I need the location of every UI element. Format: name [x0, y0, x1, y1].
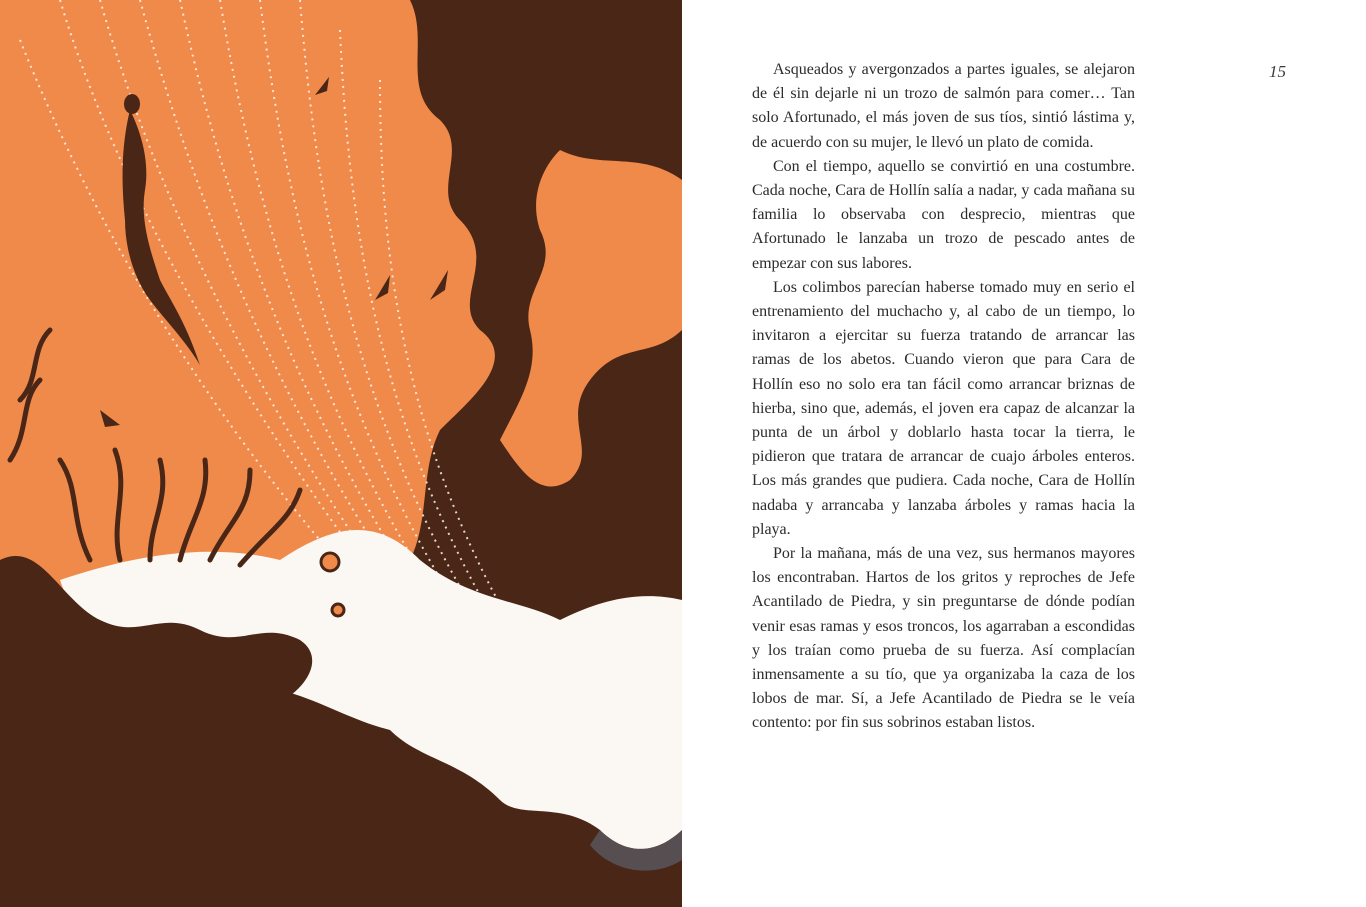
- paragraph: Los colimbos parecían haberse tomado muy en serio el entrenamiento del muchacho y, al cabo de un tiempo, lo invitaron a ejercitar su fuerza tratando de arrancar las ramas de los abetos. Cuando vieron que para Cara de Hollín eso no solo era tan fácil como arrancar briznas de hierba, sino que, además, el joven era capaz de alcanzar la punta de un árbol y doblarlo hasta tocar la tierra, le pidieron que tratara de arrancar de cuajo árboles enteros. Los más grandes que pudiera. Cada noche, Cara de Hollín nadaba y arrancaba y lanzaba árboles y ramas hacia la playa.: [752, 278, 1135, 538]
- paragraph: Con el tiempo, aquello se convirtió en una costumbre. Cada noche, Cara de Hollín salía a nadar, y cada mañana su familia lo observaba con desprecio, mientras que Afortunado le lanzaba un trozo de pescado antes de empezar con sus labores.: [752, 157, 1135, 272]
- illustration: [0, 0, 682, 907]
- paragraph: Asqueados y avergonzados a partes iguales, se alejaron de él sin dejarle ni un trozo de salmón para comer… Tan solo Afortunado, el más joven de sus tíos, sintió lástima y, de acuerdo con su mujer, le llevó un plato de comida.: [752, 61, 1135, 151]
- page-number: 15: [1269, 62, 1286, 81]
- paragraph: Por la mañana, más de una vez, sus hermanos mayores los encontraban. Hartos de los gritos y reproches de Jefe Acantilado de Piedra, y sin preguntarse de dónde podían venir esas ramas y esos troncos, los agarraban a escondidas y los traían como prueba de su fuerza. Así complacían inmensamente a su tío, que ya organizaba la caza de los lobos de mar. Sí, a Jefe Acantilado de Piedra se le veía contento: por fin sus sobrinos estaban listos.: [752, 545, 1135, 732]
- text-page: [682, 0, 1366, 907]
- underwater-illustration: [0, 0, 682, 907]
- body-text: [752, 58, 1135, 736]
